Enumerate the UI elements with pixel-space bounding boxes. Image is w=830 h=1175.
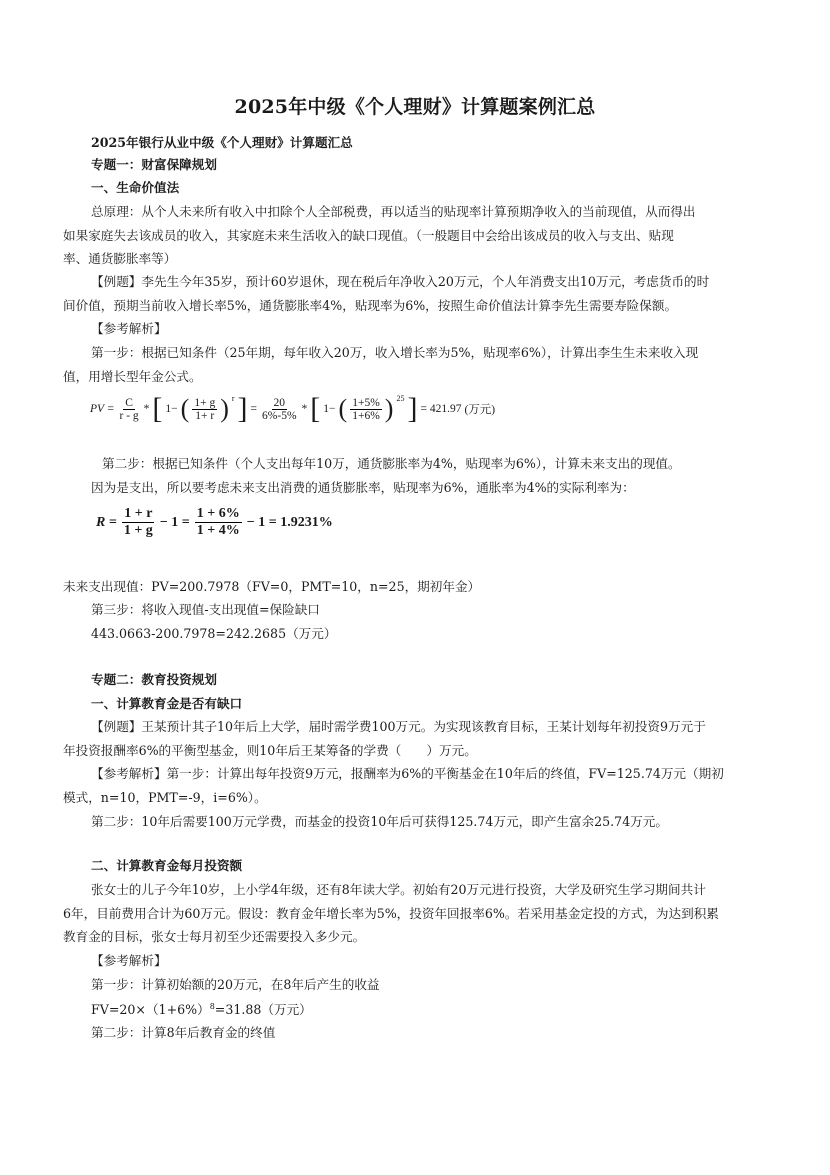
paren-icon: ) (220, 394, 229, 423)
fv-prefix: FV=20×（1+6%） (91, 1002, 210, 1018)
formula-text: r - g (119, 409, 139, 422)
paragraph-line: 第一步：计算初始额的20万元，在8年后产生的收益 (91, 977, 380, 992)
formula-text: 1+ g (194, 396, 216, 409)
paragraph-line: 【例题】李先生今年35岁，预计60岁退休，现在税后年净收入20万元，个人年消费支出10万元，考虑货币的时 (91, 274, 710, 289)
formula-text: 20 (273, 396, 286, 409)
paragraph-line: 年投资报酬率6%的平衡型基金，则10年后王某筹备的学费（ ）万元。 (63, 743, 477, 758)
paren-icon: ) (384, 394, 394, 423)
formula-text: 1 + 4% (196, 523, 240, 538)
subsection-heading: 二、计算教育金每月投资额 (91, 858, 243, 873)
formula-text: 6%-5% (262, 409, 297, 422)
formula-text: 1− (323, 403, 336, 415)
formula-text: 1+6% (352, 409, 380, 422)
formula-fraction (195, 506, 242, 539)
bracket-icon: ] (237, 392, 248, 425)
formula-text: * (301, 403, 308, 415)
formula-text: 1 + 6% (196, 506, 240, 521)
paragraph-line: 值，用增长型年金公式。 (63, 369, 202, 384)
formula-text: C (125, 396, 133, 409)
formula-text: = (250, 403, 258, 415)
subsection-heading: 一、计算教育金是否有缺口 (91, 696, 243, 711)
fv-suffix: =31.88（万元） (214, 1002, 312, 1018)
formula-text: − 1 = (159, 514, 190, 530)
formula-text: 1 + g (123, 523, 153, 538)
formula-exponent: r (231, 394, 235, 403)
paragraph-line: 如果家庭失去该成员的收入，其家庭未来生活收入的缺口现值。（一般题目中会给出该成员的收入与支出、贴现 (63, 228, 674, 243)
formula-fraction (192, 397, 217, 422)
formula-text: 1 + r (124, 506, 153, 521)
bracket-icon: [ (310, 392, 321, 425)
formula-text: 1+ r (195, 409, 215, 422)
formula-text: 1− (165, 403, 178, 415)
fv-exponent: 8 (209, 1002, 215, 1011)
formula-fraction (117, 397, 140, 422)
paragraph-line: 第二步：计算8年后教育金的终值 (91, 1025, 276, 1040)
paragraph-line: 【参考解析】 (91, 953, 167, 968)
paragraph-line: 因为是支出，所以要考虑未来支出消费的通货膨胀率，贴现率为6%，通胀率为4%的实际利率为： (91, 480, 635, 495)
bracket-icon: [ (152, 392, 163, 425)
paragraph-line: 模式，n=10，PMT=-9，i=6%）。 (63, 790, 267, 805)
paren-icon: ( (180, 394, 190, 423)
paragraph-line: 第二步：10年后需要100万元学费，而基金的投资10年后可获得125.74万元，即产生富余25.74万元。 (91, 814, 668, 829)
document-title: 2025年中级《个人理财》计算题案例汇总 (234, 96, 596, 118)
paragraph-line: 443.0663-200.7978=242.2685（万元） (91, 626, 337, 641)
formula-text: PV = (90, 403, 115, 415)
growing-annuity-formula (90, 394, 495, 424)
bracket-icon: ] (407, 392, 418, 425)
paragraph-line: 【例题】王某预计其子10年后上大学，届时需学费100万元。为实现该教育目标，王某计划每年初投资9万元于 (91, 719, 706, 734)
paren-icon: ( (338, 394, 348, 423)
formula-exponent: 25 (396, 394, 405, 403)
formula-result: = 421.97 (420, 403, 462, 415)
formula-fraction (350, 397, 382, 422)
paragraph-line: 第一步：根据已知条件（25年期，每年收入20万，收入增长率为5%，贴现率6%），计算出李生生未来收入现 (91, 345, 699, 360)
subsection-heading: 一、生命价值法 (91, 180, 180, 195)
subtitle: 2025年银行从业中级《个人理财》计算题汇总 (91, 135, 353, 150)
formula-text: R = (96, 514, 117, 530)
paragraph-line: 6年，目前费用合计为60万元。假设：教育金年增长率为5%，投资年回报率6%。若采用基金定投的方式，为达到积累 (63, 906, 719, 921)
section-heading-2: 专题二：教育投资规划 (91, 672, 217, 687)
paragraph-line: 第二步：根据已知条件（个人支出每年10万，通货膨胀率为4%，贴现率为6%），计算未来支出的现值。 (102, 456, 681, 471)
formula-fraction (122, 506, 155, 539)
paragraph-line: 未来支出现值：PV=200.7978（FV=0，PMT=10，n=25，期初年金） (63, 579, 481, 594)
formula-result: − 1 = 1.9231% (246, 514, 333, 530)
paragraph-line: 【参考解析】第一步：计算出每年投资9万元，报酬率为6%的平衡基金在10年后的终值，FV=125.74万元（期初 (91, 766, 724, 781)
paragraph-line: 张女士的儿子今年10岁，上小学4年级，还有8年读大学。初始有20万元进行投资，大学及研究生学习期间共计 (91, 882, 706, 897)
paragraph-line: 率、通货膨胀率等） (63, 251, 177, 266)
formula-fraction (260, 397, 299, 422)
paragraph-line: 第三步：将收入现值-支出现值=保险缺口 (91, 602, 320, 617)
paragraph-line: 教育金的目标，张女士每月初至少还需要投入多少元。 (63, 929, 366, 944)
paragraph-line: 【参考解析】 (91, 321, 167, 336)
formula-text: 1+5% (352, 396, 380, 409)
fv-calculation-line (91, 1003, 312, 1017)
paragraph-line: 总原理：从个人未来所有收入中扣除个人全部税费，再以适当的贴现率计算预期净收入的当前现值，从而得出 (91, 204, 696, 219)
formula-text: * (143, 403, 150, 415)
paragraph-line: 间价值，预期当前收入增长率5%，通货膨胀率4%，贴现率为6%，按照生命价值法计算李先生需要寿险保额。 (63, 298, 678, 313)
real-rate-formula (96, 506, 333, 539)
section-heading-1: 专题一：财富保障规划 (91, 157, 217, 172)
formula-unit: (万元) (464, 404, 496, 416)
